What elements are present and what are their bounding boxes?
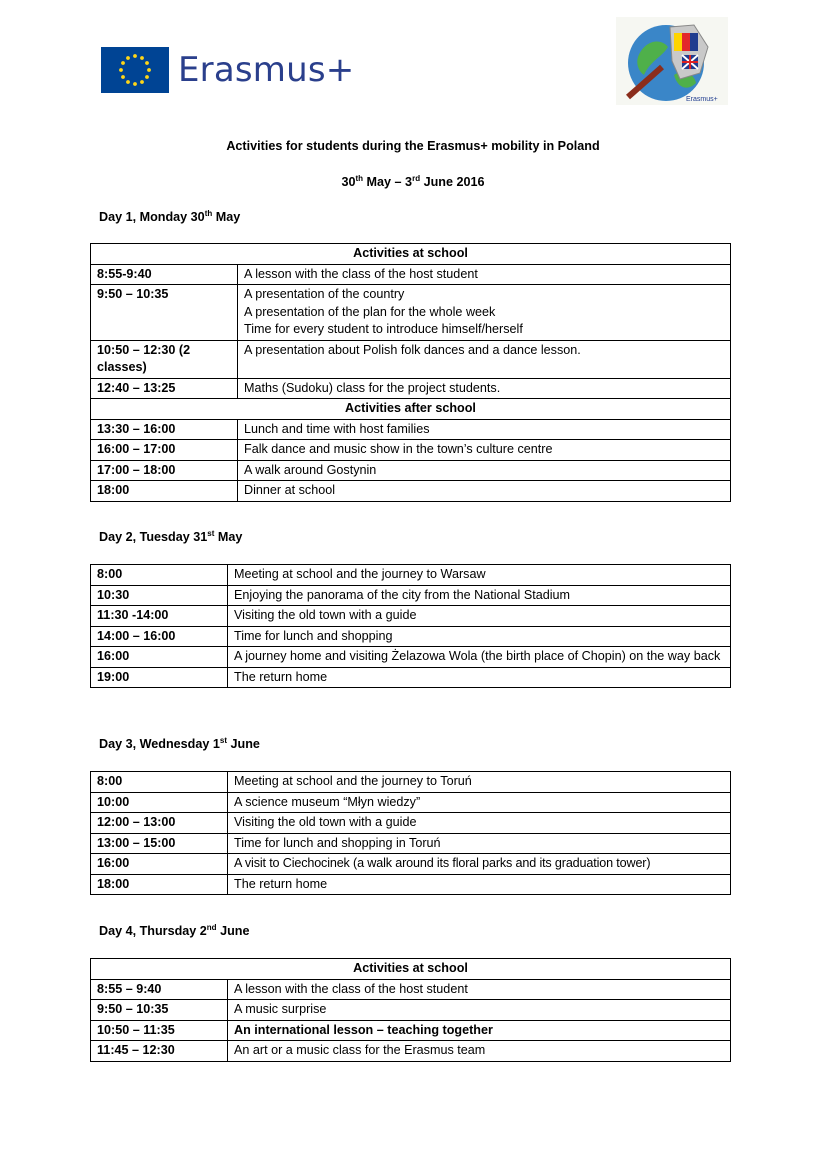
table-row [91,626,731,647]
activity-cell: Time for lunch and shopping in Toruń [228,833,731,854]
table-row [91,340,731,378]
day3-heading: Day 3, Wednesday 1st June [99,736,260,751]
table-row [91,244,731,265]
table-row [91,264,731,285]
activity-cell: Falk dance and music show in the town’s culture centre [238,440,731,461]
activity-cell: A lesson with the class of the host student [228,979,731,1000]
day3-table [90,771,731,895]
day2-heading: Day 2, Tuesday 31st May [99,529,243,544]
table-row [91,481,731,502]
activity-cell: A science museum “Młyn wiedzy” [228,792,731,813]
table-row [91,647,731,668]
time-cell: 8:55-9:40 [91,264,238,285]
activity-cell: An international lesson – teaching together [228,1020,731,1041]
table-row [91,959,731,980]
table-row [91,378,731,399]
time-cell: 16:00 [91,854,228,875]
time-cell: 19:00 [91,667,228,688]
table-row [91,1041,731,1062]
table-row [91,1000,731,1021]
time-cell: 10:50 – 11:35 [91,1020,228,1041]
activity-cell: Meeting at school and the journey to Warsaw [228,565,731,586]
time-cell: 12:00 – 13:00 [91,813,228,834]
table-row [91,285,731,341]
section-header: Activities at school [91,959,731,980]
table-row [91,833,731,854]
activity-cell: A lesson with the class of the host student [238,264,731,285]
time-cell: 8:00 [91,772,228,793]
activity-cell: Dinner at school [238,481,731,502]
time-cell: 9:50 – 10:35 [91,1000,228,1021]
time-cell: 17:00 – 18:00 [91,460,238,481]
time-cell: 18:00 [91,481,238,502]
activity-cell: A music surprise [228,1000,731,1021]
table-row [91,440,731,461]
time-cell: 10:50 – 12:30 (2 classes) [91,340,238,378]
table-row [91,979,731,1000]
activity-cell: The return home [228,667,731,688]
table-row [91,585,731,606]
time-cell: 12:40 – 13:25 [91,378,238,399]
table-row [91,565,731,586]
erasmus-logo [101,47,354,93]
table-row [91,399,731,420]
activity-cell: An art or a music class for the Erasmus team [228,1041,731,1062]
table-row [91,460,731,481]
table-row [91,419,731,440]
table-row [91,792,731,813]
mobility-dates: 30th May – 3rd June 2016 [341,174,485,189]
activity-cell: A journey home and visiting Żelazowa Wola (the birth place of Chopin) on the way back [228,647,731,668]
day1-table [90,243,731,502]
table-row [91,854,731,875]
svg-text:Erasmus+: Erasmus+ [686,96,718,103]
activity-cell: A visit to Ciechocinek (a walk around its floral parks and its graduation tower) [228,854,731,875]
time-cell: 13:00 – 15:00 [91,833,228,854]
day4-heading: Day 4, Thursday 2nd June [99,923,250,938]
activity-cell: The return home [228,874,731,895]
table-row [91,1020,731,1041]
activity-cell: Time for lunch and shopping [228,626,731,647]
page-title: Activities for students during the Erasmus+ mobility in Poland [226,139,600,153]
time-cell: 11:30 -14:00 [91,606,228,627]
activity-cell: Lunch and time with host families [238,419,731,440]
activity-cell: Meeting at school and the journey to Toruń [228,772,731,793]
activity-cell: Maths (Sudoku) class for the project students. [238,378,731,399]
time-cell: 10:30 [91,585,228,606]
eu-flag-icon [101,47,169,93]
time-cell: 18:00 [91,874,228,895]
activity-cell: A walk around Gostynin [238,460,731,481]
section-header: Activities after school [91,399,731,420]
time-cell: 9:50 – 10:35 [91,285,238,341]
section-header: Activities at school [91,244,731,265]
time-cell: 13:30 – 16:00 [91,419,238,440]
time-cell: 11:45 – 12:30 [91,1041,228,1062]
table-row [91,667,731,688]
erasmus-wordmark: Erasmus+ [178,50,355,90]
time-cell: 16:00 [91,647,228,668]
time-cell: 8:00 [91,565,228,586]
project-globe-logo-icon [616,17,728,105]
table-row [91,606,731,627]
time-cell: 16:00 – 17:00 [91,440,238,461]
time-cell: 8:55 – 9:40 [91,979,228,1000]
time-cell: 14:00 – 16:00 [91,626,228,647]
activity-cell: Visiting the old town with a guide [228,606,731,627]
day2-table [90,564,731,688]
table-row [91,813,731,834]
activity-cell: A presentation of the country A presentation of the plan for the whole week Time for every student to introduce himself/herself [238,285,731,341]
activity-cell: Visiting the old town with a guide [228,813,731,834]
activity-cell: Enjoying the panorama of the city from the National Stadium [228,585,731,606]
table-row [91,772,731,793]
time-cell: 10:00 [91,792,228,813]
day4-table [90,958,731,1062]
activity-cell: A presentation about Polish folk dances and a dance lesson. [238,340,731,378]
day1-heading: Day 1, Monday 30th May [99,209,241,224]
table-row [91,874,731,895]
